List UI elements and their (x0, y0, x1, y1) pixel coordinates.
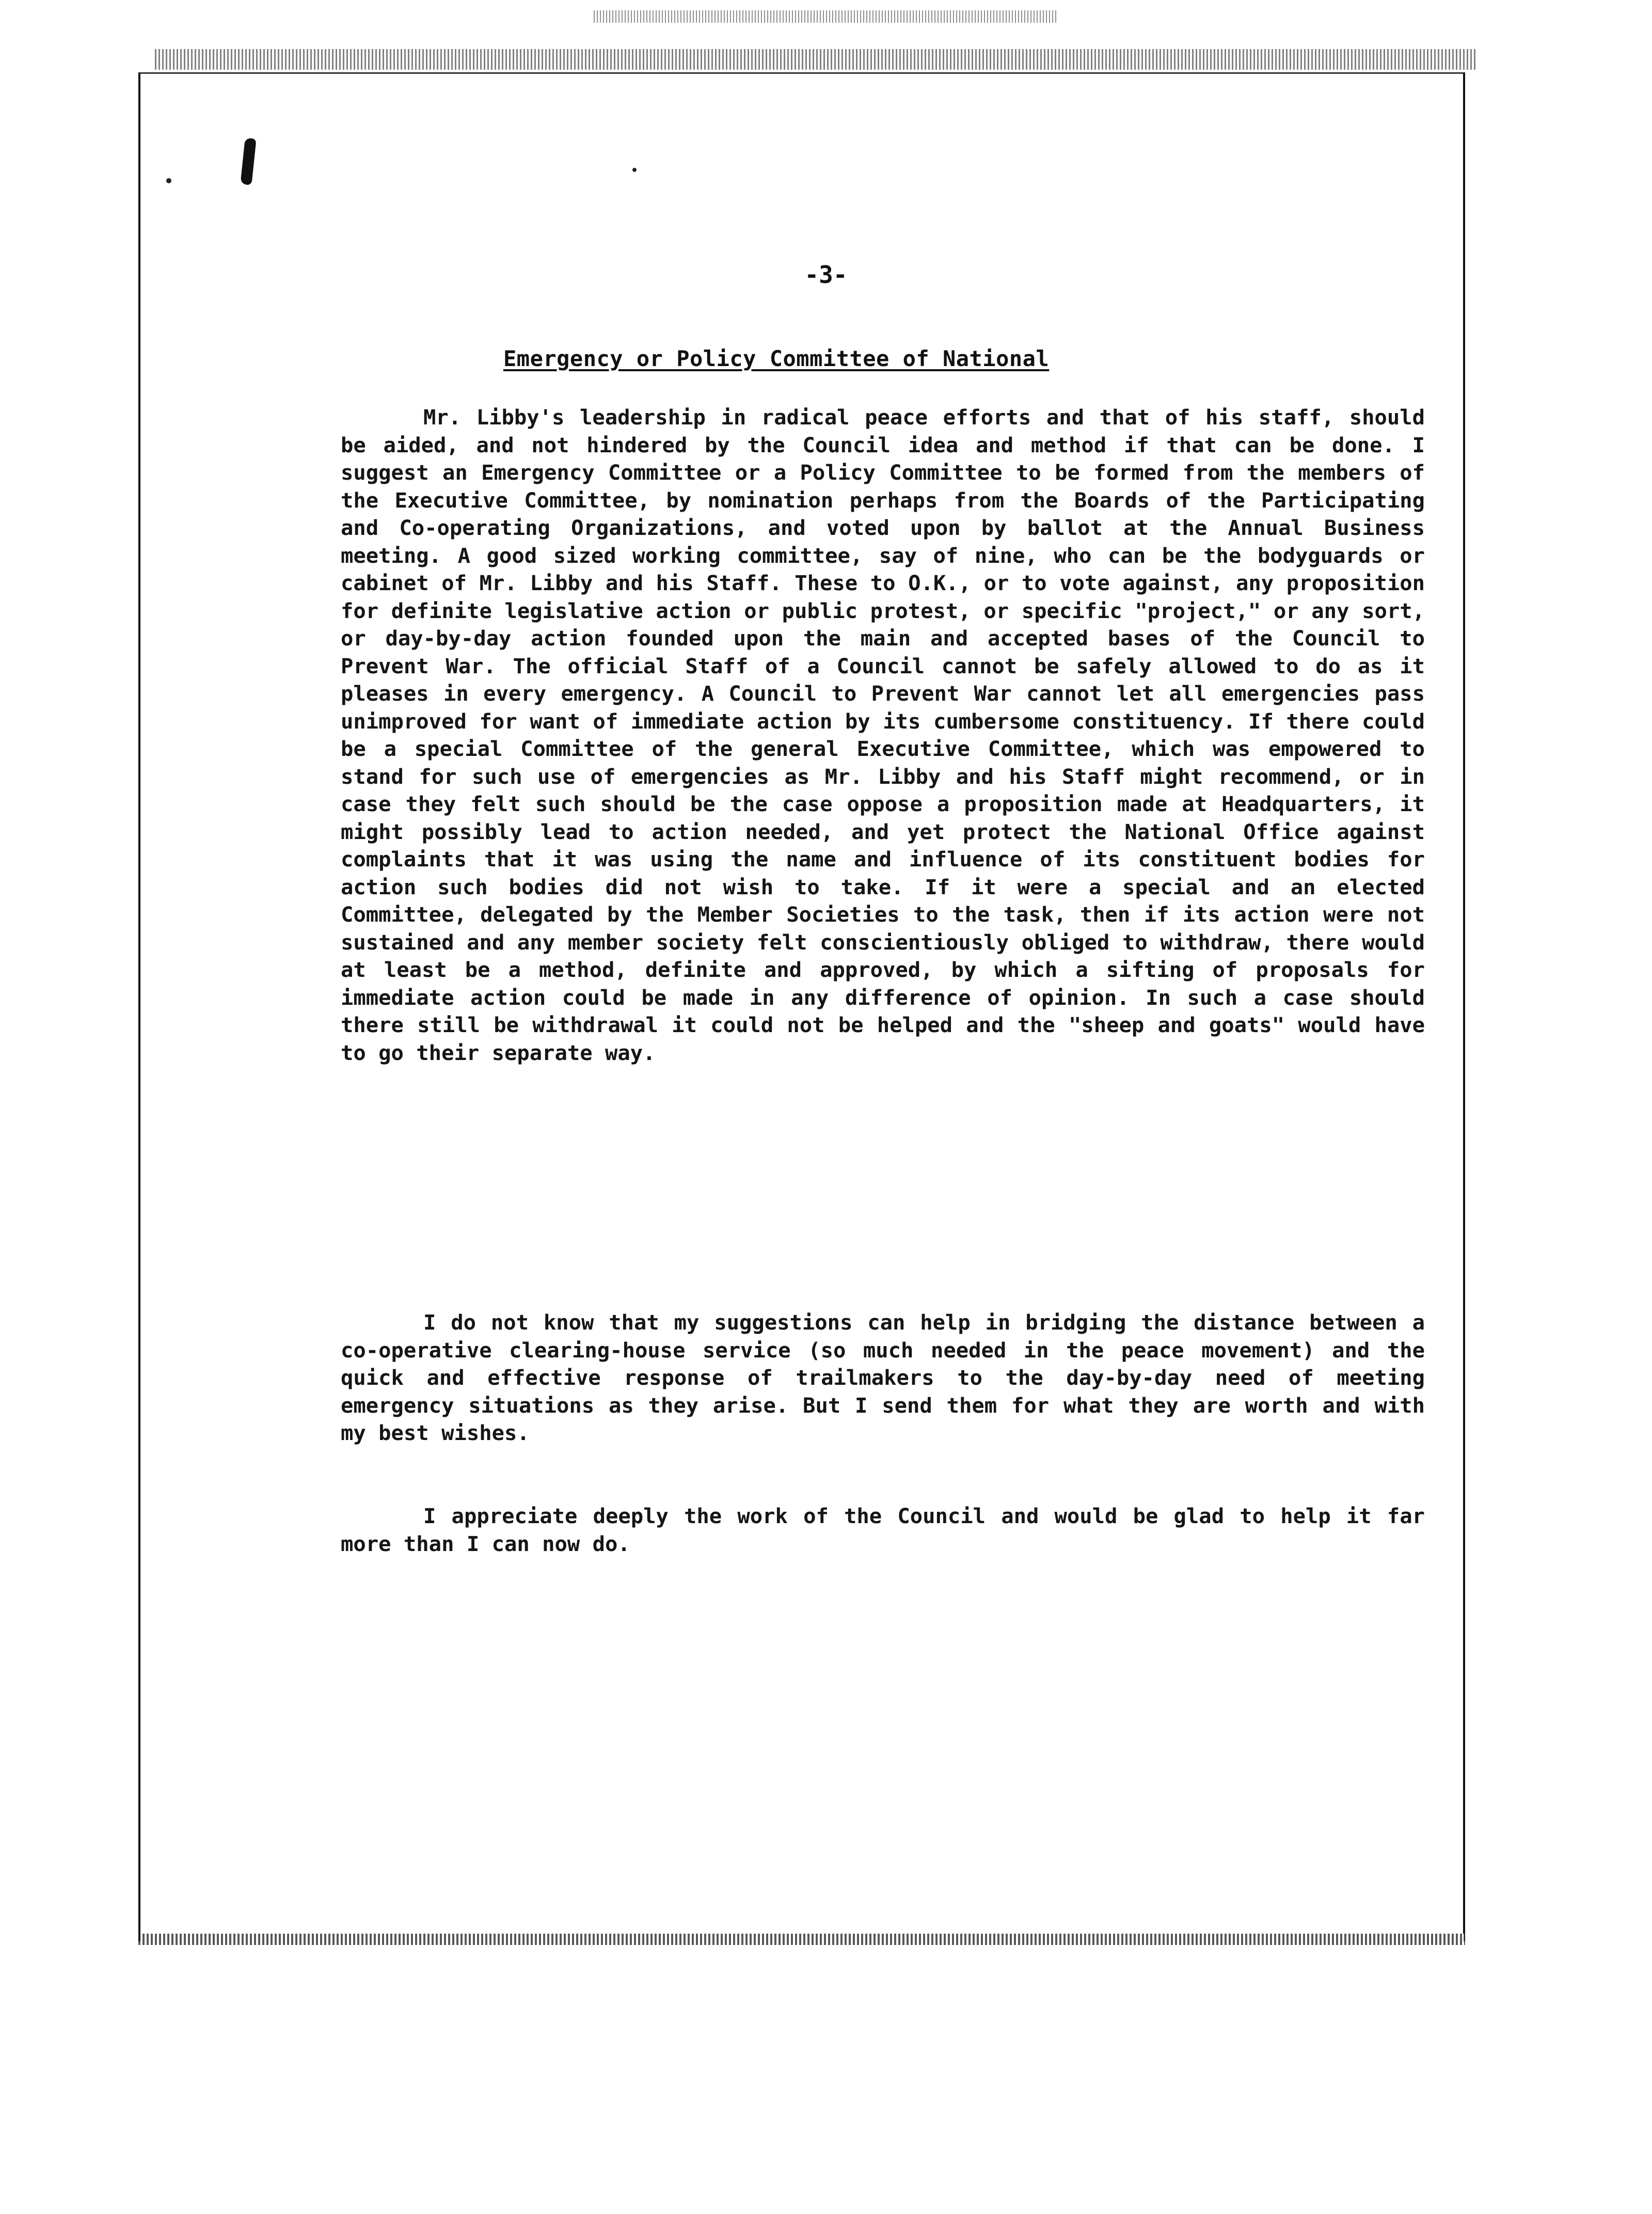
scan-edge-top (155, 49, 1476, 70)
paragraph: Mr. Libby's leadership in radical peace efforts and that of his staff, should be aided, and not hindered by the Council idea and method if that can be done. I suggest an Emergency Committee or a Policy Committee to be formed from the members of the Executive Committee, by nomination perhaps from the Boards of the Participating and Co-operating Organizations, and voted upon by ballot at the Annual Business meeting. A good sized working committee, say of nine, who can be the bodyguards or cabinet of Mr. Libby and his Staff. These to O.K., or to vote against, any proposition for definite legislative action or public protest, or specific "project," or any sort, or day-by-day action founded upon the main and accepted bases of the Council to Prevent War. The official Staff of a Council cannot be safely allowed to do as it pleases in every emergency. A Council to Prevent War cannot let all emergencies pass unimproved for want of immediate action by its cumbersome constituency. If there could be a special Committee of the general Executive Committee, which was empowered to stand for such use of emergencies as Mr. Libby and his Staff might recommend, or in case they felt such should be the case oppose a proposition made at Headquarters, it might possibly lead to action needed, and yet protect the National Office against complaints that it was using the name and influence of its constituent bodies for action such bodies did not wish to take. If it were a special and an elected Committee, delegated by the Member Societies to the task, then if its action were not sustained and any member society felt conscientiously obliged to withdraw, there would at least be a method, definite and approved, by which a sifting of proposals for immediate action could be made in any difference of opinion. In such a case should there still be withdrawal it could not be helped and the "sheep and goats" would have to go their separate way. (341, 405, 1425, 1065)
scan-edge-top-inner (594, 10, 1058, 23)
stray-dot (166, 178, 171, 183)
section-heading: Emergency or Policy Committee of National (503, 346, 1050, 371)
page-number: -3- (804, 261, 848, 289)
paragraph: I appreciate deeply the work of the Council and would be glad to help it far more than I can now do. (341, 1504, 1425, 1556)
scan-edge-bottom (138, 1934, 1465, 1945)
stray-dot (632, 168, 637, 172)
paragraph: I do not know that my suggestions can help in bridging the distance between a co-operative clearing-house service (so much needed in the peace movement) and the quick and effective response of trailmakers to the day-by-day need of meeting emergency situations as they arise. But I send them for what they are worth and with my best wishes. (341, 1310, 1425, 1445)
